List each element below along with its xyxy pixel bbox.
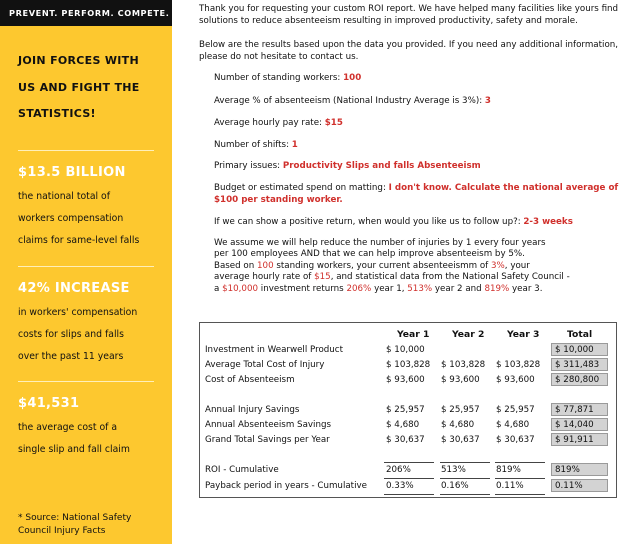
- cell-total: 819%: [555, 465, 580, 475]
- stat-value-3: $41,531: [18, 396, 80, 411]
- assumption-line: average hourly rate of $15, and statistical data from the National Safety Council -: [214, 272, 570, 282]
- cell-year1: $ 30,637: [386, 435, 425, 445]
- stat-desc-3: the average cost of a single slip and fall claim: [18, 422, 130, 455]
- row-label: Grand Total Savings per Year: [205, 435, 330, 445]
- assumption-line: We assume we will help reduce the number of injuries by 1 every four years: [214, 238, 546, 248]
- input-workers: Number of standing workers: 100: [214, 73, 362, 83]
- roi-table: [199, 322, 617, 498]
- cell-year1: $ 93,600: [386, 375, 425, 385]
- cell-total: $ 77,871: [555, 405, 594, 415]
- stat-desc-2: in workers' compensation costs for slips and falls over the past 11 years: [18, 307, 138, 362]
- rule: [440, 494, 490, 495]
- cell-year1: 0.33%: [386, 481, 414, 491]
- divider: [18, 150, 154, 151]
- rule: [440, 462, 490, 463]
- sidebar: [0, 0, 172, 544]
- cell-year3: $ 25,957: [496, 405, 535, 415]
- cell-total: $ 311,483: [555, 360, 600, 370]
- cell-year3: 0.11%: [496, 481, 524, 491]
- divider: [18, 381, 154, 382]
- input-pay-rate: Average hourly pay rate: $15: [214, 118, 343, 128]
- row-label: Average Total Cost of Injury: [205, 360, 325, 370]
- input-followup: If we can show a positive return, when would you like us to follow up?: 2-3 weeks: [214, 217, 573, 227]
- cell-year3: $ 93,600: [496, 375, 535, 385]
- cell-year2: 513%: [441, 465, 466, 475]
- tagline: PREVENT. PERFORM. COMPETE.: [0, 0, 172, 26]
- divider: [18, 266, 154, 267]
- rule: [495, 494, 545, 495]
- intro-line: Thank you for requesting your custom ROI report. We have helped many facilities like yours find: [199, 4, 619, 14]
- rule: [384, 478, 434, 479]
- row-label: ROI - Cumulative: [205, 465, 279, 475]
- cell-year2: $ 93,600: [441, 375, 480, 385]
- cell-total: $ 10,000: [555, 345, 594, 355]
- cell-total: $ 280,800: [555, 375, 600, 385]
- cell-year1: 206%: [386, 465, 411, 475]
- stat-value-1: $13.5 BILLION: [18, 165, 126, 180]
- rule: [440, 478, 490, 479]
- cell-year2: $ 30,637: [441, 435, 480, 445]
- cell-year1: $ 10,000: [386, 345, 425, 355]
- intro-line: solutions to reduce absenteeism resulting in improved productivity, safety and morale.: [199, 16, 578, 26]
- rule: [384, 494, 434, 495]
- cell-year3: $ 4,680: [496, 420, 530, 430]
- cell-year2: $ 4,680: [441, 420, 475, 430]
- row-label: Investment in Wearwell Product: [205, 345, 343, 355]
- intro-line: please do not hesitate to contact us.: [199, 52, 359, 62]
- cell-year3: $ 30,637: [496, 435, 535, 445]
- cell-year1: $ 103,828: [386, 360, 431, 370]
- intro-line: Below are the results based upon the data you provided. If you need any additional information,: [199, 40, 619, 50]
- sidebar-headline-3: STATISTICS!: [18, 107, 96, 120]
- row-label: Payback period in years - Cumulative: [205, 481, 367, 491]
- sidebar-headline-1: JOIN FORCES WITH: [18, 54, 139, 67]
- assumption-line: per 100 employees AND that we can help improve absenteeism by 5%.: [214, 249, 525, 259]
- col-header-year1: Year 1: [397, 329, 430, 340]
- cell-total: $ 14,040: [555, 420, 594, 430]
- stat-desc-1: the national total of workers compensation claims for same-level falls: [18, 191, 140, 246]
- row-label: Annual Absenteeism Savings: [205, 420, 331, 430]
- assumption-line: a $10,000 investment returns 206% year 1, 513% year 2 and 819% year 3.: [214, 284, 543, 294]
- cell-total: $ 91,911: [555, 435, 594, 445]
- input-budget: Budget or estimated spend on matting: I don't know. Calculate the national average of: [214, 183, 619, 193]
- input-budget-cont: $100 per standing worker.: [214, 195, 343, 205]
- rule: [384, 462, 434, 463]
- source-note: * Source: National Safety Council Injury Facts: [18, 513, 132, 536]
- assumption-line: Based on 100 standing workers, your current absenteeismm of 3%, your: [214, 261, 530, 271]
- cell-year2: $ 25,957: [441, 405, 480, 415]
- input-issues: Primary issues: Productivity Slips and falls Absenteeism: [214, 161, 481, 171]
- col-header-year2: Year 2: [452, 329, 485, 340]
- cell-year3: 819%: [496, 465, 521, 475]
- sidebar-headline-2: US AND FIGHT THE: [18, 81, 140, 94]
- input-shifts: Number of shifts: 1: [214, 140, 298, 150]
- cell-year3: $ 103,828: [496, 360, 541, 370]
- row-label: Annual Injury Savings: [205, 405, 300, 415]
- rule: [495, 462, 545, 463]
- cell-total: 0.11%: [555, 481, 583, 491]
- input-absenteeism: Average % of absenteeism (National Industry Average is 3%): 3: [214, 96, 491, 106]
- cell-year2: $ 103,828: [441, 360, 486, 370]
- rule: [495, 478, 545, 479]
- cell-year1: $ 25,957: [386, 405, 425, 415]
- stat-value-2: 42% INCREASE: [18, 281, 130, 296]
- row-label: Cost of Absenteeism: [205, 375, 295, 385]
- col-header-year3: Year 3: [507, 329, 540, 340]
- cell-year1: $ 4,680: [386, 420, 420, 430]
- col-header-total: Total: [567, 329, 593, 340]
- cell-year2: 0.16%: [441, 481, 469, 491]
